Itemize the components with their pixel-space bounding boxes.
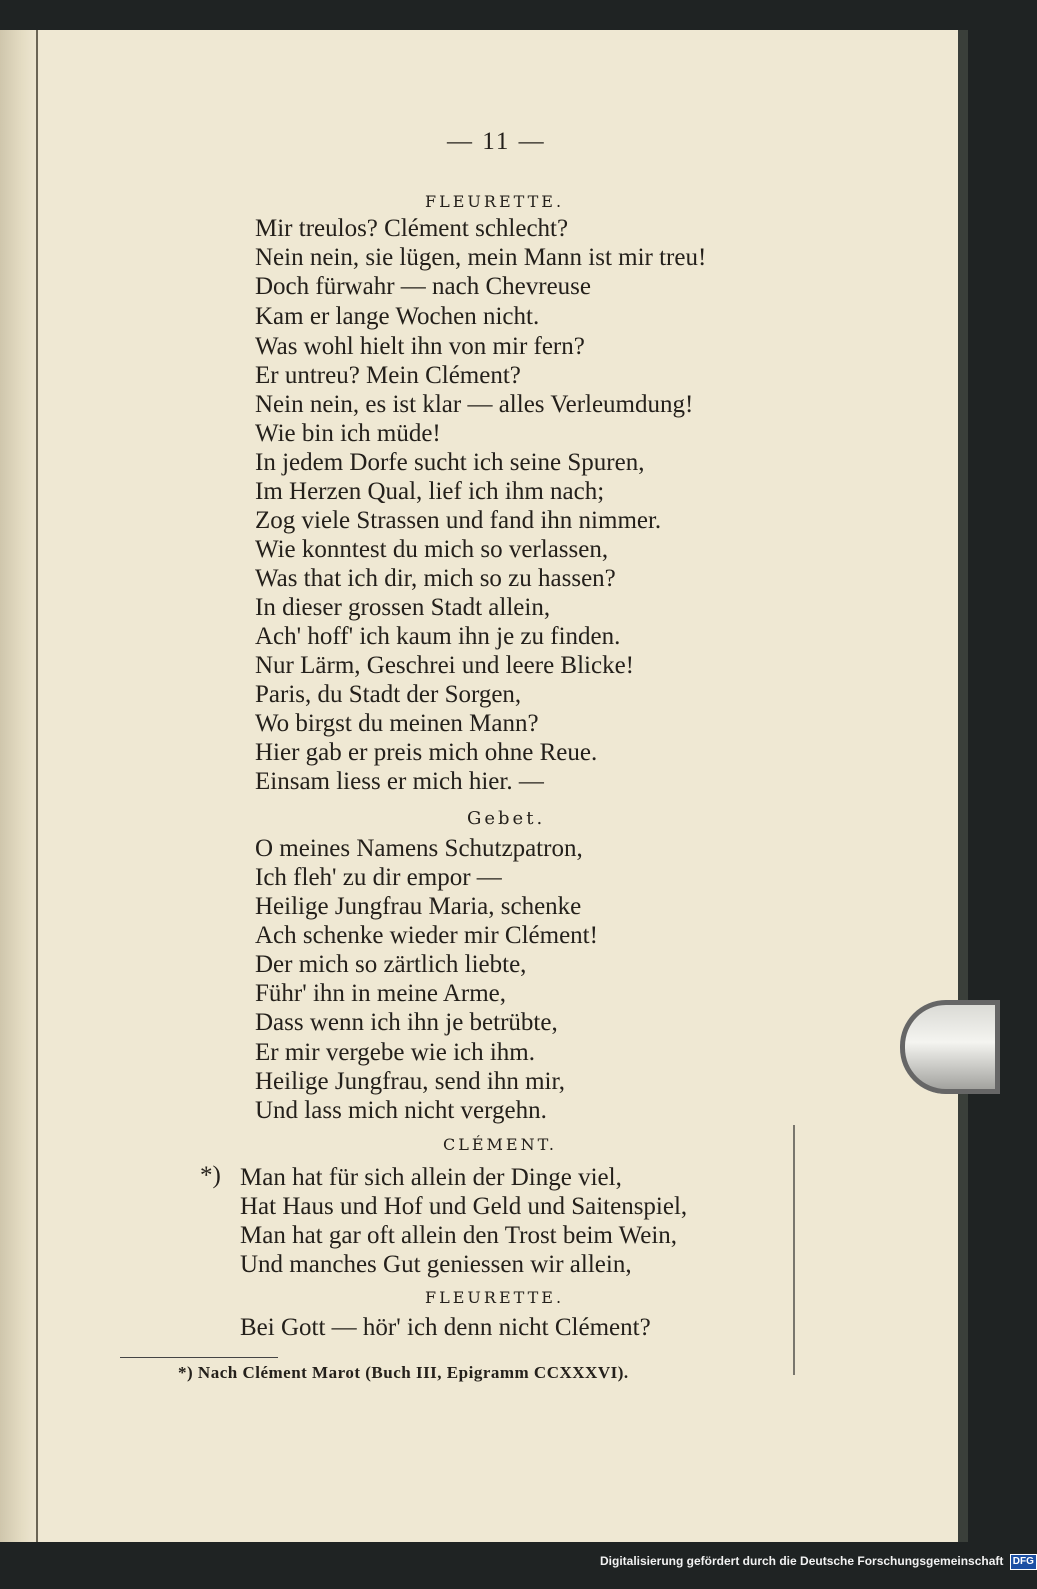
footnote-rule [120, 1357, 278, 1358]
footer-text: Digitalisierung gefördert durch die Deutsche Forschungsgemeinschaft [600, 1554, 1004, 1568]
verse-line: Man hat für sich allein der Dinge viel, [240, 1164, 622, 1191]
footnote: *) Nach Clément Marot (Buch III, Epigramm CCXXXVI). [178, 1363, 629, 1382]
verse-line: Ich fleh' zu dir empor — [255, 864, 502, 891]
verse-line: Man hat gar oft allein den Trost beim Wein, [240, 1222, 678, 1249]
footnote-mark: *) [200, 1162, 221, 1189]
dfg-logo-icon: DFG [1010, 1554, 1037, 1570]
spine-edge [36, 30, 38, 1542]
speaker-name: FLEURETTE. [425, 192, 565, 211]
verse-line: Ach schenke wieder mir Clément! [255, 922, 598, 949]
verse-line: Hat Haus und Hof und Geld und Saitenspiel, [240, 1193, 688, 1220]
page-number: — 11 — [447, 128, 546, 155]
verse-line: Zog viele Strassen und fand ihn nimmer. [255, 507, 662, 534]
verse-line: Nein nein, sie lügen, mein Mann ist mir treu! [255, 244, 707, 271]
page-edge [958, 30, 968, 1542]
speaker-name: FLEURETTE. [425, 1288, 565, 1307]
verse-line: Wo birgst du meinen Mann? [255, 710, 539, 737]
page-clip [900, 1000, 1000, 1094]
verse-line: Ach' hoff' ich kaum ihn je zu finden. [255, 623, 621, 650]
verse-line: Dass wenn ich ihn je betrübte, [255, 1009, 558, 1036]
verse-line: Er untreu? Mein Clément? [255, 362, 521, 389]
verse-line: Paris, du Stadt der Sorgen, [255, 681, 522, 708]
verse-line: Bei Gott — hör' ich denn nicht Clément? [240, 1314, 651, 1341]
verse-line: Wie konntest du mich so verlassen, [255, 536, 609, 563]
verse-line: Führ' ihn in meine Arme, [255, 980, 507, 1007]
verse-line: Und manches Gut geniessen wir allein, [240, 1251, 632, 1278]
verse-line: Heilige Jungfrau, send ihn mir, [255, 1068, 566, 1095]
section-heading: Gebet. [467, 808, 546, 829]
verse-line: Wie bin ich müde! [255, 420, 441, 447]
verse-line: In dieser grossen Stadt allein, [255, 594, 551, 621]
verse-line: Im Herzen Qual, lief ich ihm nach; [255, 478, 605, 505]
verse-line: Kam er lange Wochen nicht. [255, 303, 540, 330]
verse-line: Der mich so zärtlich liebte, [255, 951, 527, 978]
verse-line: O meines Namens Schutzpatron, [255, 835, 583, 862]
verse-line: Und lass mich nicht vergehn. [255, 1097, 547, 1124]
digitization-footer [600, 1551, 1034, 1571]
verse-line: Nein nein, es ist klar — alles Verleumdung! [255, 391, 694, 418]
margin-rule [793, 1125, 795, 1375]
verse-line: Hier gab er preis mich ohne Reue. [255, 739, 598, 766]
verse-line: Einsam liess er mich hier. — [255, 768, 544, 795]
verse-line: Doch fürwahr — nach Chevreuse [255, 273, 591, 300]
verse-line: Mir treulos? Clément schlecht? [255, 215, 569, 242]
verse-line: Was wohl hielt ihn von mir fern? [255, 333, 585, 360]
verse-line: Nur Lärm, Geschrei und leere Blicke! [255, 652, 635, 679]
verse-line: Heilige Jungfrau Maria, schenke [255, 893, 582, 920]
verse-line: In jedem Dorfe sucht ich seine Spuren, [255, 449, 645, 476]
verse-line: Was that ich dir, mich so zu hassen? [255, 565, 616, 592]
page-gutter [0, 30, 40, 1542]
verse-line: Er mir vergebe wie ich ihm. [255, 1039, 536, 1066]
speaker-name: CLÉMENT. [443, 1135, 558, 1154]
